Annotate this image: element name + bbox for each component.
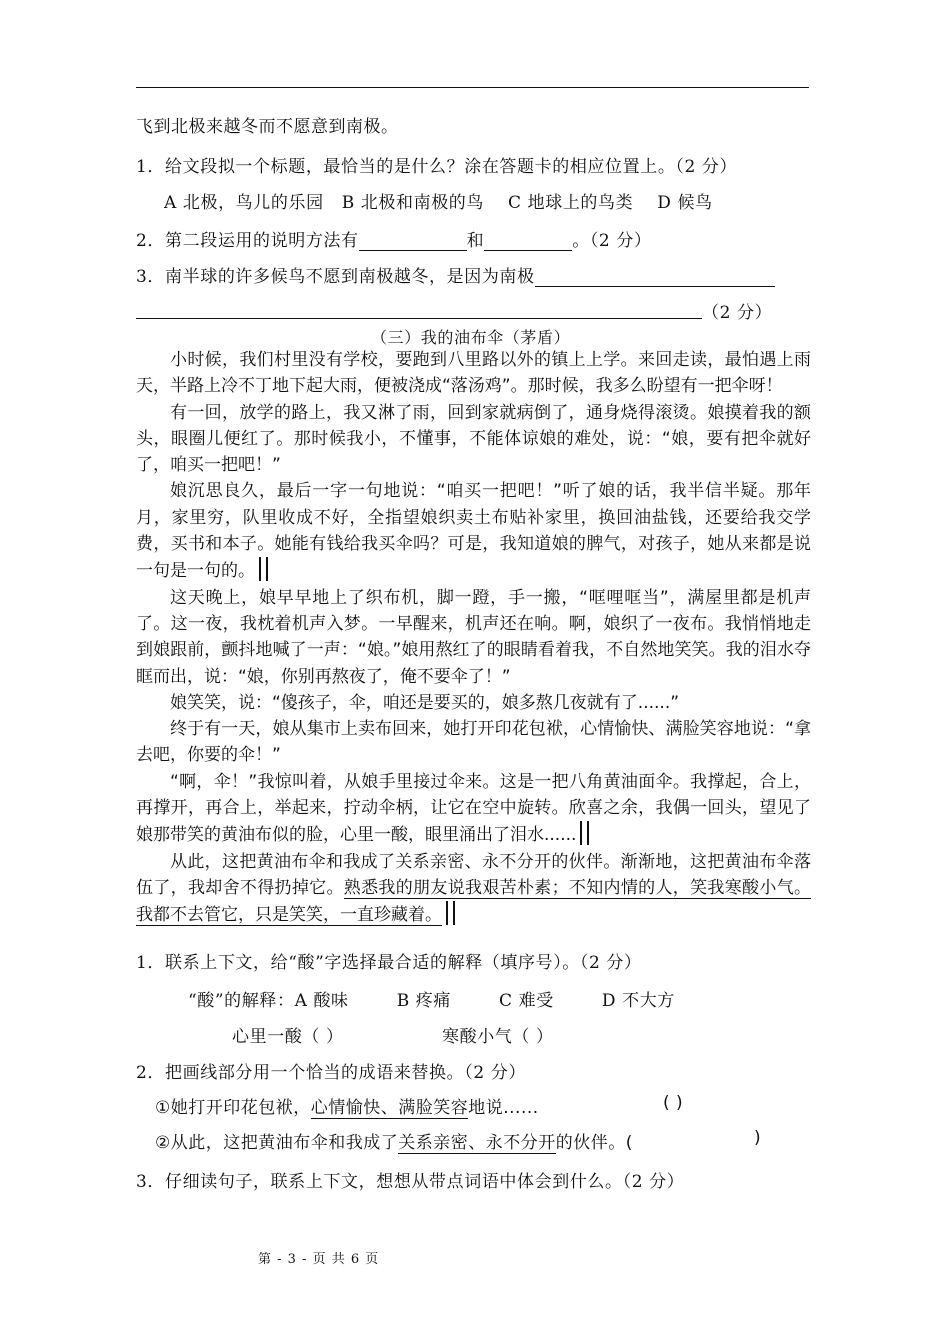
- s3-question-1-item-1[interactable]: 心里一酸（ ）: [232, 1027, 344, 1047]
- item-1-before: ①她打开印花包袱，: [155, 1098, 311, 1118]
- paragraph-7-text: “啊，伞！”我惊叫着，从娘手里接过伞来。这是一把八角黄油面伞。我撑起，合上，再撑开，再合上，举起来，拧动伞柄，让它在空中旋转。欣喜之余，我偶一回头，望见了娘那带笑的黄油布似的脸，心里一酸，眼里涌出了泪水......: [136, 771, 811, 846]
- paragraph-1: 小时候，我们村里没有学校，要跑到八里路以外的镇上上学。来回走读，最怕遇上雨天，半路上冷不丁地下起大雨，便被浇成“落汤鸡”。那时候，我多么盼望有一把伞呀！: [136, 350, 811, 397]
- option-b: B 北极和南极的鸟: [341, 193, 484, 213]
- top-rule: [136, 87, 809, 88]
- paragraph-8-mid: 的伙伴。渐渐地，这把黄油布伞落伍了，我却舍不得扔掉它。: [136, 851, 812, 898]
- s3-question-1: 1．联系上下文，给“酸”字选择最合适的解释（填序号）。（2 分）: [136, 953, 642, 973]
- top-continuation: 飞到北极来越冬而不愿意到南极。: [136, 117, 399, 137]
- definition-d: D 不大方: [601, 991, 675, 1011]
- paragraph-6-before: 终于有一天，娘从集市上卖布回来，她打开印花包袱，: [170, 719, 581, 740]
- s3-question-3: 3．仔细读句子，联系上下文，想想从带点词语中体会到什么。（2 分）: [136, 1172, 685, 1192]
- answer-blank[interactable]: [535, 268, 775, 287]
- paragraph-6: [136, 716, 811, 769]
- s3-question-2-item-2: [155, 1128, 633, 1153]
- item-2-after: 的伙伴。(: [555, 1133, 633, 1153]
- item-2-before: ②从此，这把黄油布伞和我成了: [155, 1133, 399, 1153]
- paragraph-6-after: 地说：“拿去吧，你要的伞！”: [136, 719, 812, 766]
- page-footer: 第 - 3 - 页 共 6 页: [258, 1252, 380, 1267]
- item-2-underlined: 关系亲密、永不分开: [398, 1133, 556, 1153]
- paragraph-3-text: 娘沉思良久，最后一字一句地说：“咱买一把吧！”听了娘的话，我半信半疑。那年月，家里穷，队里收成不好，全指望娘织卖土布贴补家里，换回油盐钱，还要给我交学费，买书和本子。她能有钱给我买伞吗？可是，我知道娘的脾气，对孩子，她从来都是说一句是一句的。: [136, 481, 811, 582]
- question-1: 1．给文段拟一个标题，最恰当的是什么？涂在答题卡的相应位置上。（2 分）: [136, 157, 738, 177]
- question-3: [136, 262, 775, 287]
- section-mark: [580, 821, 589, 845]
- paragraph-7: [136, 769, 811, 849]
- definition-c: C 难受: [499, 991, 554, 1011]
- s3-question-2-item-2-answer-close[interactable]: ): [754, 1128, 762, 1148]
- question-3-prefix: 3．南半球的许多候鸟不愿到南极越冬，是因为南极: [136, 267, 535, 287]
- question-2-suffix: 。（2 分）: [572, 231, 652, 251]
- s3-question-1-item-2[interactable]: 寒酸小气（ ）: [442, 1027, 554, 1047]
- paragraph-8-underlined: 关系亲密、永不分开: [395, 851, 552, 872]
- answer-line[interactable]: [136, 318, 702, 319]
- question-2: [136, 226, 652, 251]
- option-a: A 北极，鸟儿的乐园: [164, 193, 324, 213]
- question-2-prefix: 2．第二段运用的说明方法有: [136, 231, 359, 251]
- definition-a: “酸”的解释：A 酸味: [188, 991, 349, 1011]
- paragraph-4: 这天晚上，娘早早地上了织布机，脚一蹬，手一搬，“哐哩哐当”，满屋里都是机声了。这一夜，我枕着机声入梦。一早醒来，机声还在响。啊，娘织了一夜布。我悄悄地走到娘跟前，颤抖地喊了一声：“娘。”娘用熬红了的眼睛看着我，不自然地笑笑。我的泪水夺眶而出，说：“娘，你别再熬夜了，俺不要伞了！”: [136, 587, 811, 687]
- item-1-underlined: 心情愉快、满脸笑容: [310, 1098, 469, 1118]
- paragraph-5: 娘笑笑，说：“傻孩子，伞，咱还是要买的，娘多熬几夜就有了......”: [170, 692, 680, 713]
- paragraph-8-rest: 熟悉我的朋友说我艰苦朴素；不知内情的人，笑我寒酸小气。我都不去管它，只是笑笑，一直珍藏着。: [136, 877, 812, 926]
- answer-blank[interactable]: [359, 232, 467, 251]
- s3-question-2-item-1-answer[interactable]: ( ): [663, 1093, 684, 1113]
- item-1-after: 地说......: [468, 1098, 539, 1118]
- section-mark: [446, 901, 455, 925]
- paragraph-2: 有一回，放学的路上，我又淋了雨，回到家就病倒了，通身烧得滚烫。娘摸着我的额头，眼圈儿便红了。那时候我小，不懂事，不能体谅娘的难处，说：“娘，要有把伞就好了，咱买一把吧！”: [136, 402, 811, 476]
- passage-body: [136, 347, 811, 929]
- question-3-score: （2 分）: [702, 303, 773, 323]
- s3-question-1-definitions: [188, 986, 675, 1011]
- paragraph-8: [136, 849, 811, 929]
- question-1-options: [164, 188, 713, 213]
- passage-title: （三）我的油布伞（茅盾）: [371, 328, 571, 347]
- definition-b: B 疼痛: [396, 991, 451, 1011]
- answer-blank[interactable]: [484, 232, 572, 251]
- option-d: D 候鸟: [657, 193, 713, 213]
- paragraph-3: [136, 478, 811, 584]
- paragraph-6-underlined: 心情愉快、满脸笑容: [580, 719, 734, 740]
- paragraph-8-before: 从此，这把黄油布伞和我成了: [170, 851, 396, 872]
- section-mark: [259, 557, 268, 581]
- s3-question-2-item-1: [155, 1093, 539, 1118]
- s3-question-2: 2．把画线部分用一个恰当的成语来替换。（2 分）: [136, 1063, 526, 1083]
- option-c: C 地球上的鸟类: [508, 193, 634, 213]
- question-2-mid: 和: [466, 231, 485, 251]
